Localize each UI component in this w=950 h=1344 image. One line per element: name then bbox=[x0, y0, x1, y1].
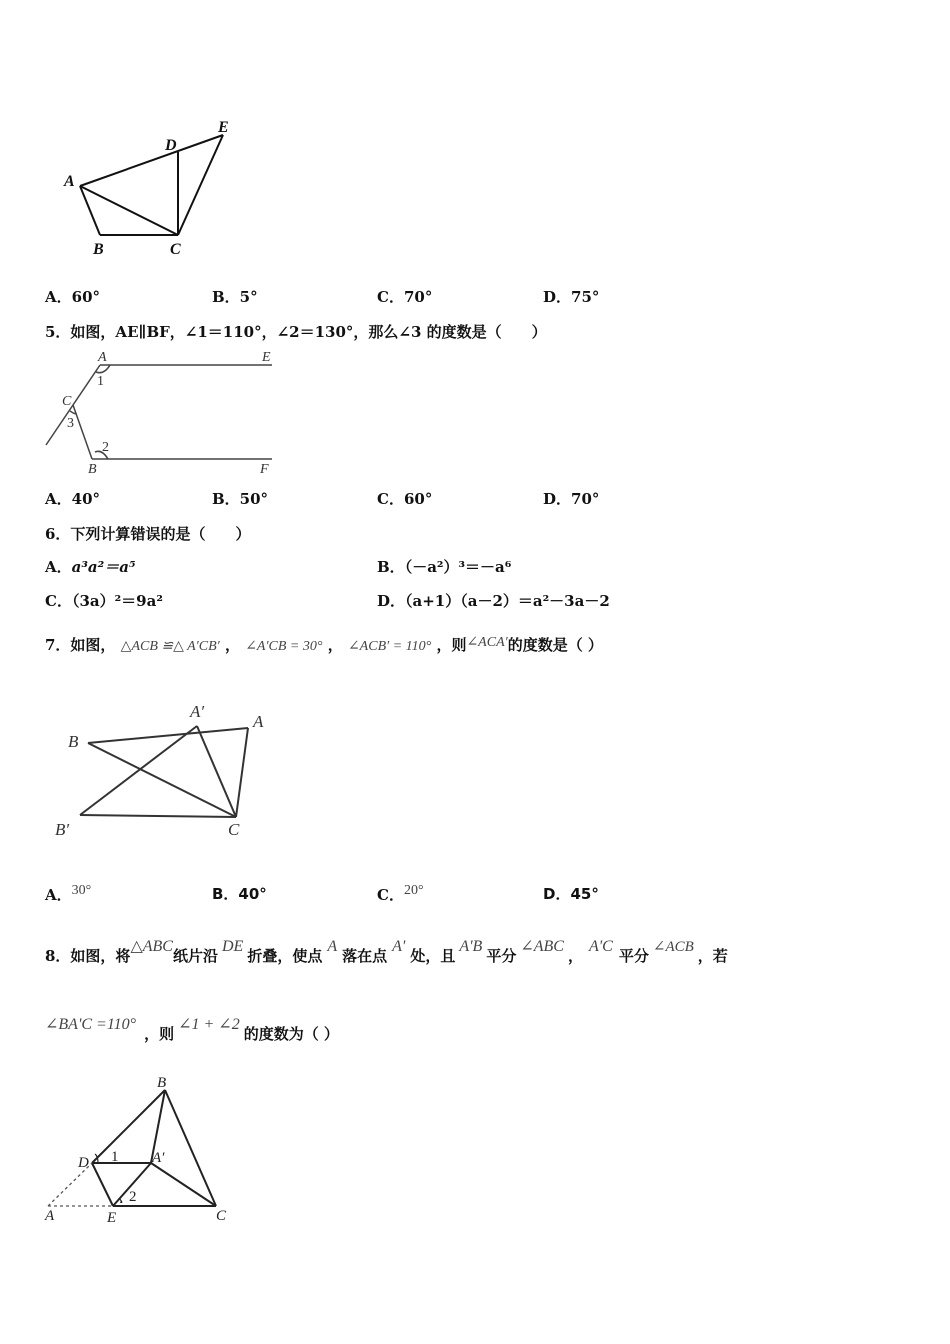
option-value: 20° bbox=[403, 883, 424, 898]
option-value: 30° bbox=[71, 883, 92, 898]
q7-sep: ， bbox=[224, 636, 240, 654]
q5-option-b: B．50° bbox=[212, 490, 269, 508]
text: 的度数为（ ） bbox=[243, 1025, 339, 1043]
math-a-prime: A' bbox=[392, 938, 406, 955]
angle-2: 2 bbox=[102, 440, 109, 455]
label-e: E bbox=[218, 119, 229, 136]
label-c: C bbox=[170, 241, 181, 258]
q7-angle-aca1: ∠ACA′ bbox=[466, 635, 508, 650]
angle-1: 1 bbox=[111, 1149, 119, 1165]
label-a: A bbox=[98, 350, 107, 365]
label-d: D bbox=[78, 1155, 89, 1171]
q7-congruence: △ACB ≌△ A′CB′ bbox=[120, 639, 220, 654]
label-e: E bbox=[262, 350, 271, 365]
label-a: A bbox=[64, 173, 75, 190]
math-angle-abc: ∠ABC bbox=[520, 938, 564, 955]
option-label: A． bbox=[45, 886, 72, 904]
q7-angle-acb1: ∠ACB′ = 110° bbox=[347, 639, 432, 654]
option-expr: （－a²）³＝－a⁶ bbox=[404, 558, 512, 576]
q7-question bbox=[45, 634, 603, 655]
q7-option-d: D．45° bbox=[543, 885, 599, 903]
q7-sep: ， bbox=[327, 636, 343, 654]
label-c: C bbox=[62, 394, 72, 409]
option-label: A． bbox=[45, 558, 72, 576]
label-a: A bbox=[45, 1208, 55, 1224]
option-label: C． bbox=[45, 592, 72, 610]
math-angle-ba1c: ∠BA'C =110° bbox=[45, 1016, 137, 1033]
math-a: A bbox=[327, 938, 338, 955]
figure-q8 bbox=[40, 1070, 250, 1230]
label-b: B bbox=[88, 462, 97, 477]
option-expr: a³a²＝a⁵ bbox=[71, 558, 136, 576]
label-b: B bbox=[157, 1075, 167, 1091]
q6-option-b bbox=[377, 556, 511, 577]
text: ， bbox=[567, 947, 583, 965]
text: 8．如图，将 bbox=[45, 947, 131, 965]
q6-question: 6．下列计算错误的是（ ） bbox=[45, 525, 251, 543]
math-angle-sum: ∠1 + ∠2 bbox=[178, 1016, 240, 1033]
q7-option-c bbox=[377, 883, 424, 905]
q6-option-c bbox=[45, 590, 163, 611]
text: ，若 bbox=[697, 947, 728, 965]
text: 纸片沿 bbox=[172, 947, 218, 965]
q4-option-c: C．70° bbox=[377, 288, 433, 306]
q7-prefix: 7．如图， bbox=[45, 636, 116, 654]
q7-mid: ，则 bbox=[436, 636, 467, 654]
q8-question-line2 bbox=[45, 1014, 339, 1044]
text: 落在点 bbox=[342, 947, 388, 965]
angle-1: 1 bbox=[97, 374, 104, 389]
math-triangle-abc: △ABC bbox=[130, 938, 173, 955]
label-c: C bbox=[228, 820, 240, 839]
math-a-prime-b: A'B bbox=[459, 938, 483, 955]
label-a-prime: A′ bbox=[152, 1150, 165, 1166]
q5-question: 5．如图，AE∥BF，∠1＝110°，∠2＝130°，那么∠3 的度数是（ ） bbox=[45, 323, 547, 341]
label-a: A bbox=[253, 712, 264, 731]
q5-option-c: C．60° bbox=[377, 490, 433, 508]
q6-option-a bbox=[45, 556, 136, 577]
option-label: D． bbox=[377, 592, 406, 610]
q5-option-d: D．70° bbox=[543, 490, 600, 508]
label-a-prime: A′ bbox=[190, 702, 205, 721]
angle-2: 2 bbox=[129, 1189, 137, 1205]
q4-option-d: D．75° bbox=[543, 288, 600, 306]
label-b-prime: B′ bbox=[55, 820, 70, 839]
q7-option-a bbox=[45, 883, 91, 905]
q5-option-a: A．40° bbox=[45, 490, 101, 508]
option-expr: （a+1）（a－2）＝a²－3a－2 bbox=[405, 592, 610, 610]
label-d: D bbox=[165, 137, 177, 154]
text: 折叠，使点 bbox=[247, 947, 323, 965]
q6-option-d bbox=[377, 590, 610, 611]
q7-suffix: 的度数是（ ） bbox=[507, 636, 603, 654]
option-label: B． bbox=[377, 558, 405, 576]
figure-q4 bbox=[55, 112, 255, 262]
label-e: E bbox=[107, 1210, 117, 1226]
text: 平分 bbox=[486, 947, 517, 965]
q8-question-line1 bbox=[45, 936, 728, 966]
label-f: F bbox=[260, 462, 269, 477]
q7-angle-a1cb: ∠A′CB = 30° bbox=[245, 639, 323, 654]
figure-q7 bbox=[50, 695, 280, 845]
label-b: B bbox=[68, 732, 79, 751]
text: ，则 bbox=[144, 1025, 175, 1043]
text: 平分 bbox=[618, 947, 649, 965]
math-a-prime-c: A'C bbox=[588, 938, 613, 955]
option-expr: （3a）²＝9a² bbox=[71, 592, 163, 610]
label-c: C bbox=[216, 1208, 227, 1224]
q4-option-a: A．60° bbox=[45, 288, 101, 306]
option-label: C． bbox=[377, 886, 404, 904]
q4-option-b: B．5° bbox=[212, 288, 258, 306]
q7-option-b: B．40° bbox=[212, 885, 267, 903]
math-angle-acb: ∠ACB bbox=[652, 939, 694, 955]
label-b: B bbox=[93, 241, 104, 258]
angle-3: 3 bbox=[67, 416, 74, 431]
text: 处，且 bbox=[410, 947, 456, 965]
math-de: DE bbox=[222, 938, 244, 955]
figure-q5 bbox=[40, 345, 280, 480]
